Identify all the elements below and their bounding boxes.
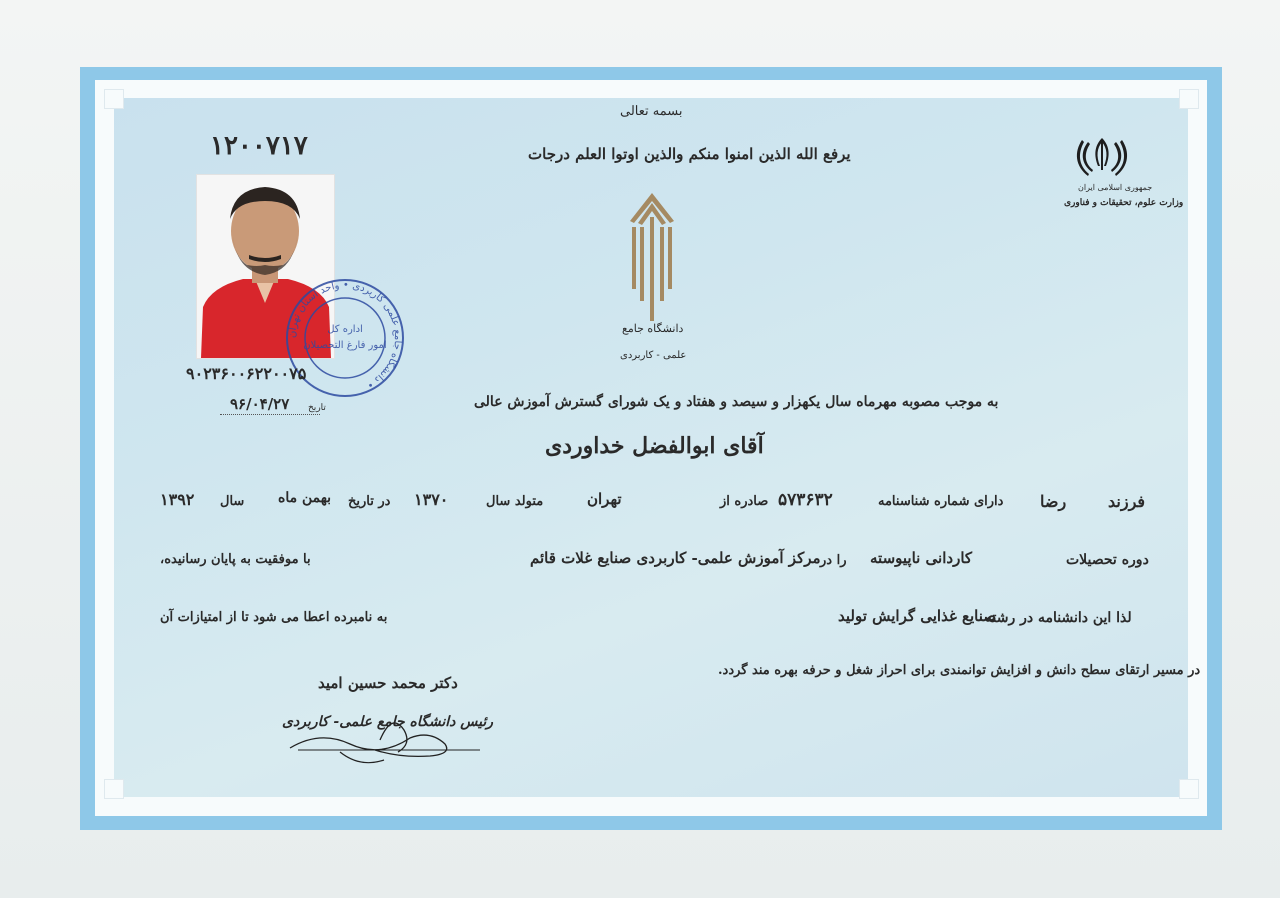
university-logo-icon	[620, 193, 684, 321]
registration-date: ۹۶/۰۴/۲۷	[230, 395, 290, 413]
therefore-text: لذا این دانشنامه در رشته	[985, 610, 1132, 626]
handwritten-signature	[280, 700, 490, 770]
signatory-title: رئیس دانشگاه جامع علمی- کاربردی	[282, 714, 494, 730]
quran-verse: یرفع الله الذین امنوا منکم والذین اوتوا العلم درجات	[528, 145, 851, 163]
born-label: متولد سال	[486, 494, 544, 509]
university-logo-line-2: علمی - کاربردی	[620, 350, 687, 361]
id-label: دارای شماره شناسنامه	[878, 494, 1004, 509]
issued-place: تهران	[587, 490, 622, 508]
recipient-name: آقای ابوالفضل خداوردی	[545, 433, 764, 459]
university-logo-line-1: دانشگاه جامع	[622, 322, 684, 335]
child-of-label: فرزند	[1108, 492, 1146, 511]
closing-text: در مسیر ارتقای سطح دانش و افزایش توانمندی برای احراز شغل و حرفه بهره مند گردد.	[718, 663, 1201, 678]
issued-from-label: صادره از	[720, 494, 769, 509]
course-label: دوره تحصیلات	[1066, 552, 1149, 568]
emblem-line-2: وزارت علوم، تحقیقات و فناوری	[1064, 198, 1184, 208]
graduation-year: ۱۳۹۲	[160, 490, 195, 509]
birth-month: بهمن ماه	[278, 490, 332, 506]
svg-text:دانشگاه جامع علمی کاربردی • وا: دانشگاه جامع علمی کاربردی • واحد استان تهران •	[286, 279, 404, 391]
frame-corner	[104, 89, 124, 109]
course-level: کاردانی ناپیوسته	[870, 549, 973, 567]
registration-date-label: تاریخ	[308, 403, 326, 413]
bismillah: بسمه تعالی	[620, 104, 683, 119]
field-of-study: صنایع غذایی گرایش تولید	[838, 607, 996, 625]
id-number: ۵۷۳۶۳۲	[778, 490, 833, 510]
registration-number: ۹۰۲۳۶۰۰۶۲۲۰۰۷۵	[186, 364, 307, 383]
birth-year: ۱۳۷۰	[414, 490, 449, 509]
father-name: رضا	[1040, 492, 1067, 511]
frame-corner	[1179, 89, 1199, 109]
serial-number: ۱۲۰۰۷۱۷	[210, 131, 308, 161]
granted-text: به نامبرده اعطا می شود تا از امتیازات آن	[160, 610, 388, 625]
date-dotted-line	[220, 414, 320, 415]
frame-corner	[104, 779, 124, 799]
iran-emblem-icon	[1072, 134, 1132, 180]
emblem-line-1: جمهوری اسلامی ایران	[1078, 183, 1153, 192]
at-label: را در	[820, 553, 847, 568]
training-center: مرکز آموزش علمی- کاربردی صنایع غلات قائم	[530, 549, 821, 567]
success-text: با موفقیت به پایان رسانیده،	[160, 552, 311, 567]
approval-line: به موجب مصوبه مهرماه سال یکهزار و سیصد و هفتاد و یک شورای گسترش آموزش عالی	[474, 394, 999, 410]
signatory-name: دکتر محمد حسین امید	[318, 674, 458, 692]
frame-corner	[1179, 779, 1199, 799]
svg-text:اداره کل: اداره کل	[327, 324, 363, 335]
year-label: سال	[220, 494, 245, 509]
svg-text:امور فارغ التحصیلان: امور فارغ التحصیلان	[303, 340, 387, 351]
date-label: در تاریخ	[348, 494, 391, 509]
